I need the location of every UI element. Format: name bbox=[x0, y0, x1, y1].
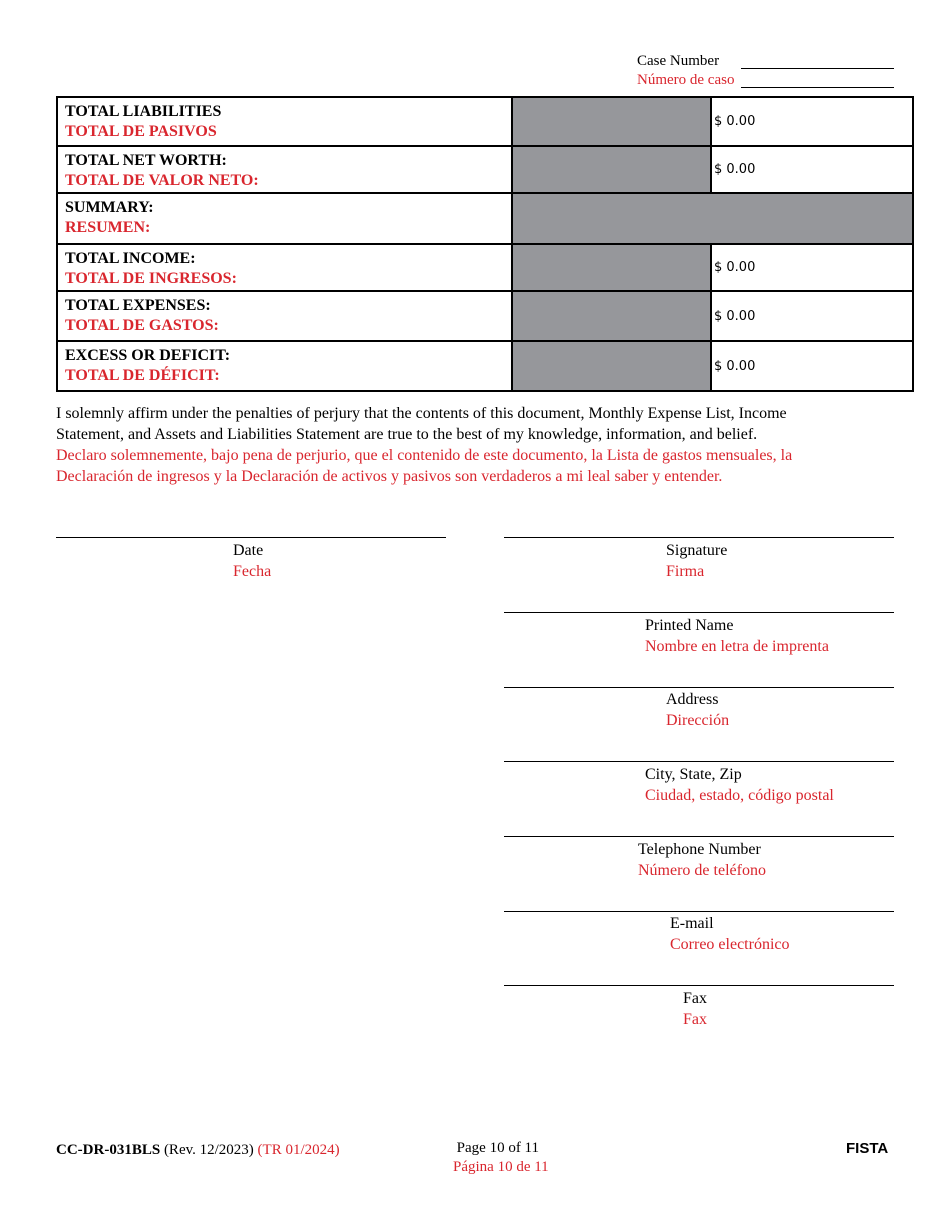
label-total-expenses: TOTAL EXPENSES: TOTAL DE GASTOS: bbox=[57, 291, 512, 341]
label-total-net-worth: TOTAL NET WORTH: TOTAL DE VALOR NETO: bbox=[57, 146, 512, 193]
summary-shaded-cell bbox=[512, 193, 913, 244]
totals-table bbox=[56, 96, 914, 392]
page-number: Page 10 of 11 Página 10 de 11 bbox=[453, 1140, 549, 1175]
shaded-cell bbox=[512, 97, 711, 146]
date-caption: Date Fecha bbox=[233, 542, 272, 580]
total-net-worth-value[interactable]: $ 0.00 bbox=[711, 146, 913, 193]
signature-caption: Signature Firma bbox=[666, 542, 728, 580]
shaded-cell bbox=[512, 244, 711, 291]
printed-name-line[interactable] bbox=[504, 612, 894, 613]
telephone-line[interactable] bbox=[504, 836, 894, 837]
shaded-cell bbox=[512, 146, 711, 193]
shaded-cell bbox=[512, 341, 711, 391]
city-state-zip-caption: City, State, Zip Ciudad, estado, código postal bbox=[645, 766, 834, 804]
row-total-net-worth bbox=[57, 146, 913, 193]
fista-brand: FISTA bbox=[846, 1140, 889, 1157]
telephone-caption: Telephone Number Número de teléfono bbox=[638, 841, 766, 879]
affirmation-es: Declaro solemnemente, bajo pena de perjurio, que el contenido de este documento, la Lista de gastos mensuales, la Declaración de ingresos y la Declaración de activos y pasivos son verdaderos a mi leal saber y entender. bbox=[56, 447, 793, 485]
email-caption: E-mail Correo electrónico bbox=[670, 915, 790, 953]
row-total-expenses bbox=[57, 291, 913, 341]
fax-caption: Fax Fax bbox=[683, 990, 707, 1028]
case-number-field[interactable] bbox=[741, 68, 894, 69]
total-income-value[interactable]: $ 0.00 bbox=[711, 244, 913, 291]
label-summary: SUMMARY: RESUMEN: bbox=[57, 193, 512, 244]
signature-line[interactable] bbox=[504, 537, 894, 538]
email-line[interactable] bbox=[504, 911, 894, 912]
fax-line[interactable] bbox=[504, 985, 894, 986]
city-state-zip-line[interactable] bbox=[504, 761, 894, 762]
row-excess-deficit bbox=[57, 341, 913, 391]
form-id: CC-DR-031BLS (Rev. 12/2023) (TR 01/2024) bbox=[56, 1142, 340, 1158]
label-total-liabilities: TOTAL LIABILITIES TOTAL DE PASIVOS bbox=[57, 97, 512, 146]
shaded-cell bbox=[512, 291, 711, 341]
address-caption: Address Dirección bbox=[666, 691, 730, 729]
label-excess-deficit: EXCESS OR DEFICIT: TOTAL DE DÉFICIT: bbox=[57, 341, 512, 391]
printed-name-caption: Printed Name Nombre en letra de imprenta bbox=[645, 617, 829, 655]
row-summary bbox=[57, 193, 913, 244]
case-number-line-es bbox=[741, 87, 894, 88]
excess-deficit-value[interactable]: $ 0.00 bbox=[711, 341, 913, 391]
row-total-liabilities bbox=[57, 97, 913, 146]
label-total-income: TOTAL INCOME: TOTAL DE INGRESOS: bbox=[57, 244, 512, 291]
case-number-label: Case Number bbox=[637, 53, 720, 69]
total-expenses-value[interactable]: $ 0.00 bbox=[711, 291, 913, 341]
address-line[interactable] bbox=[504, 687, 894, 688]
affirmation-en: I solemnly affirm under the penalties of perjury that the contents of this document, Monthly Expense List, Income Statement, and Assets and Liabilities Statement are true to the best of my knowledge, information, and belief. bbox=[56, 405, 787, 443]
affirmation-text bbox=[56, 403, 856, 487]
row-total-income bbox=[57, 244, 913, 291]
date-line[interactable] bbox=[56, 537, 446, 538]
case-number-label-es: Número de caso bbox=[637, 72, 735, 88]
total-liabilities-value[interactable]: $ 0.00 bbox=[711, 97, 913, 146]
